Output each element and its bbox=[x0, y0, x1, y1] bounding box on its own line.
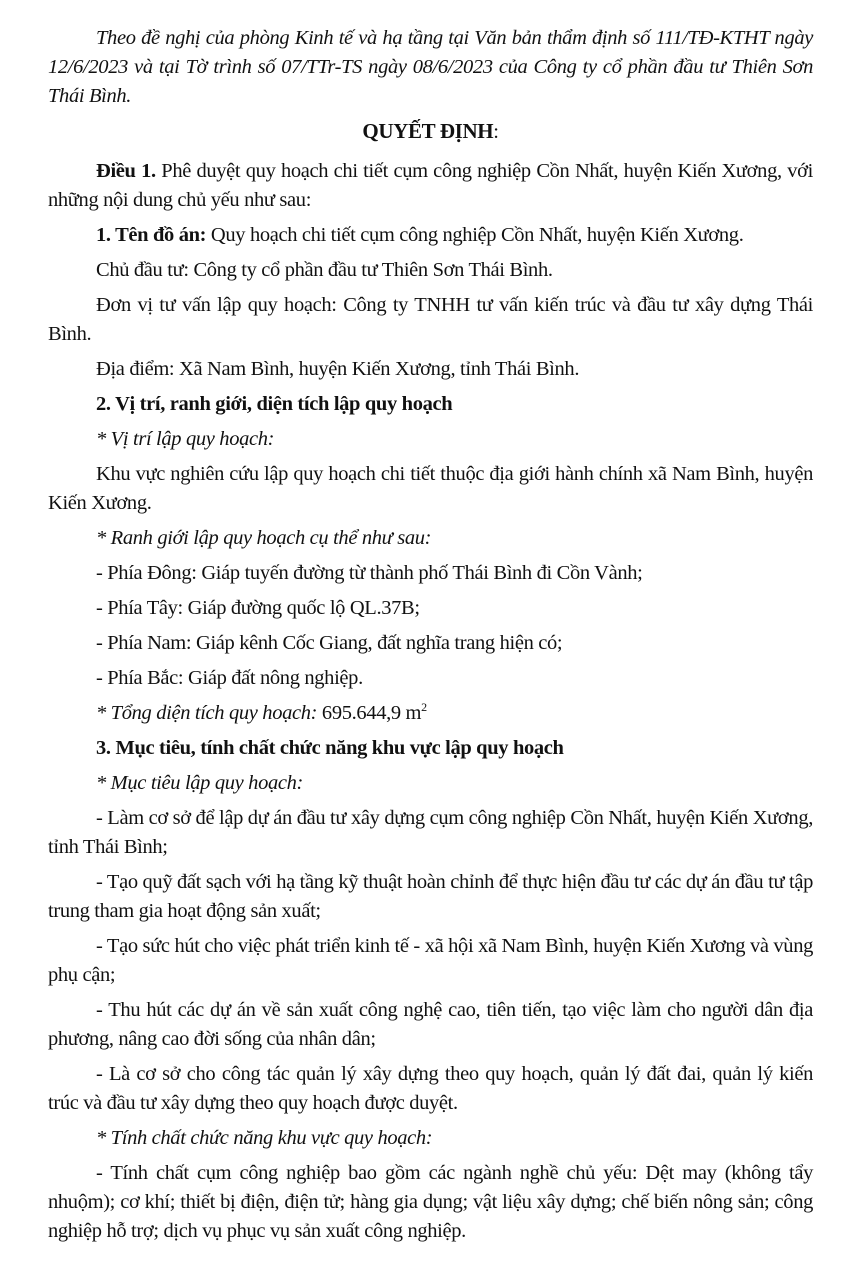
article-1 bbox=[48, 157, 813, 215]
article-1-label: Điều 1. bbox=[96, 160, 156, 182]
article-1-text: Phê duyệt quy hoạch chi tiết cụm công nghiệp Cồn Nhất, huyện Kiến Xương, với những nội dung chủ yếu như sau: bbox=[48, 160, 813, 211]
boundary-south: - Phía Nam: Giáp kênh Cốc Giang, đất nghĩa trang hiện có; bbox=[96, 632, 563, 654]
boundary-north: - Phía Bắc: Giáp đất nông nghiệp. bbox=[96, 667, 363, 689]
investor-line: Chủ đầu tư: Công ty cổ phần đầu tư Thiên Sơn Thái Bình. bbox=[96, 259, 553, 281]
goals-label: * Mục tiêu lập quy hoạch: bbox=[96, 772, 304, 794]
project-name bbox=[48, 221, 813, 250]
consultant-line: Đơn vị tư vấn lập quy hoạch: Công ty TNHH tư vấn kiến trúc và đầu tư xây dựng Thái Bình. bbox=[48, 294, 813, 345]
goal-item: - Tạo quỹ đất sạch với hạ tầng kỹ thuật hoàn chỉnh để thực hiện đầu tư các dự án đầu tư tập trung tham gia hoạt động sản xuất; bbox=[48, 871, 813, 922]
project-name-text: Quy hoạch chi tiết cụm công nghiệp Cồn Nhất, huyện Kiến Xương. bbox=[206, 224, 744, 246]
boundary-west: - Phía Tây: Giáp đường quốc lộ QL.37B; bbox=[96, 597, 420, 619]
decision-title-text: QUYẾT ĐỊNH bbox=[362, 119, 494, 143]
area-unit-superscript: 2 bbox=[421, 700, 427, 715]
intro-paragraph: Theo đề nghị của phòng Kinh tế và hạ tầng tại Văn bản thẩm định số 111/TĐ-KTHT ngày 12/6/2023 và tại Tờ trình số 07/TTr-TS ngày 08/6/2023 của Công ty cổ phần đầu tư Thiên Sơn Thái Bình. bbox=[48, 27, 813, 107]
project-name-label: 1. Tên đồ án: bbox=[96, 224, 207, 246]
boundary-east: - Phía Đông: Giáp tuyến đường từ thành phố Thái Bình đi Cồn Vành; bbox=[96, 562, 643, 584]
goal-item: - Làm cơ sở để lập dự án đầu tư xây dựng cụm công nghiệp Cồn Nhất, huyện Kiến Xương, tỉnh Thái Bình; bbox=[48, 807, 813, 858]
location-line: Địa điểm: Xã Nam Bình, huyện Kiến Xương, tỉnh Thái Bình. bbox=[96, 358, 580, 380]
decision-title bbox=[48, 117, 813, 147]
function-label: * Tính chất chức năng khu vực quy hoạch: bbox=[96, 1127, 433, 1149]
total-area-label: * Tổng diện tích quy hoạch: bbox=[96, 702, 318, 724]
goal-item: - Thu hút các dự án về sản xuất công nghệ cao, tiên tiến, tạo việc làm cho người dân địa phương, nâng cao đời sống của nhân dân; bbox=[48, 999, 813, 1050]
goal-item: - Tạo sức hút cho việc phát triển kinh tế - xã hội xã Nam Bình, huyện Kiến Xương và vùng phụ cận; bbox=[48, 935, 813, 986]
decision-title-colon: : bbox=[493, 121, 499, 143]
boundary-label: * Ranh giới lập quy hoạch cụ thể như sau: bbox=[96, 527, 432, 549]
section-2-heading: 2. Vị trí, ranh giới, diện tích lập quy hoạch bbox=[96, 393, 453, 415]
position-text: Khu vực nghiên cứu lập quy hoạch chi tiết thuộc địa giới hành chính xã Nam Bình, huyện Kiến Xương. bbox=[48, 463, 813, 514]
total-area-value: 695.644,9 m bbox=[317, 702, 422, 724]
function-text: - Tính chất cụm công nghiệp bao gồm các ngành nghề chủ yếu: Dệt may (không tẩy nhuộm); cơ khí; thiết bị điện, điện tử; hàng gia dụng; vật liệu xây dựng; chế biến nông sản; công nghiệp hỗ trợ; dịch vụ phục vụ sản xuất công nghiệp. bbox=[48, 1162, 813, 1242]
total-area bbox=[48, 699, 813, 728]
goal-item: - Là cơ sở cho công tác quản lý xây dựng theo quy hoạch, quản lý đất đai, quản lý kiến trúc và đầu tư xây dựng theo quy hoạch được duyệt. bbox=[48, 1063, 813, 1114]
section-3-heading: 3. Mục tiêu, tính chất chức năng khu vực lập quy hoạch bbox=[96, 737, 564, 759]
position-label: * Vị trí lập quy hoạch: bbox=[96, 428, 275, 450]
